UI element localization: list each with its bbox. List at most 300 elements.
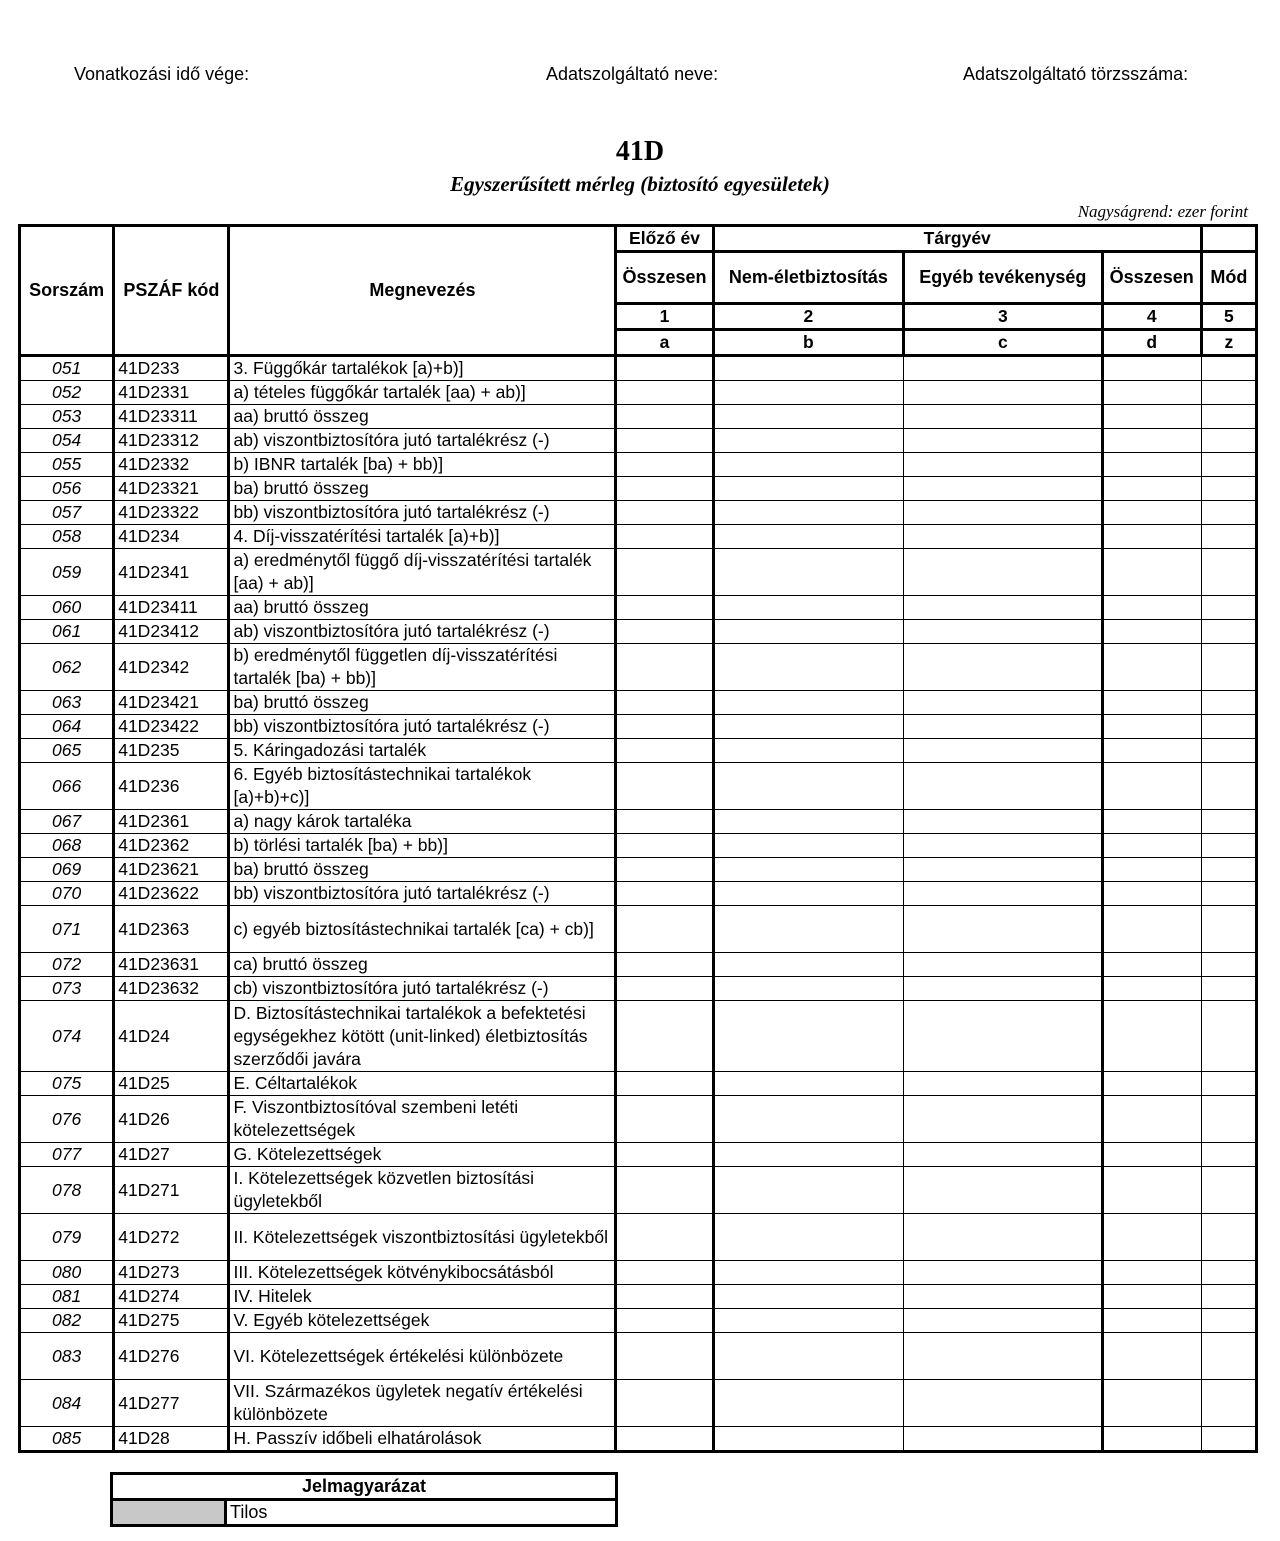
- data-cell-nem-eletbiztositas[interactable]: [713, 477, 903, 501]
- row-sorszam: 079: [20, 1214, 114, 1261]
- data-cell-osszesen-prev[interactable]: [616, 1380, 713, 1427]
- row-megnevezes: ba) bruttó összeg: [229, 858, 616, 882]
- row-sorszam: 053: [20, 405, 114, 429]
- data-cell-osszesen-current[interactable]: [1102, 525, 1201, 549]
- row-megnevezes: 5. Káringadozási tartalék: [229, 739, 616, 763]
- data-cell-egyeb-tevekenyseg[interactable]: [904, 763, 1102, 810]
- col-number-3: 3: [904, 304, 1102, 330]
- data-cell-egyeb-tevekenyseg[interactable]: [904, 453, 1102, 477]
- data-cell-mod[interactable]: [1201, 1001, 1256, 1072]
- row-megnevezes: II. Kötelezettségek viszontbiztosítási ügyletekből: [229, 1214, 616, 1261]
- row-sorszam: 056: [20, 477, 114, 501]
- data-cell-osszesen-current[interactable]: [1102, 1261, 1201, 1285]
- data-cell-mod[interactable]: [1201, 620, 1256, 644]
- data-cell-osszesen-prev[interactable]: [616, 906, 713, 953]
- row-sorszam: 059: [20, 549, 114, 596]
- data-cell-osszesen-prev[interactable]: [616, 644, 713, 691]
- data-cell-nem-eletbiztositas[interactable]: [713, 1427, 903, 1452]
- row-megnevezes: H. Passzív időbeli elhatárolások: [229, 1427, 616, 1452]
- row-pszaf-kod: 41D276: [114, 1333, 229, 1380]
- data-cell-osszesen-current[interactable]: [1102, 715, 1201, 739]
- data-cell-nem-eletbiztositas[interactable]: [713, 1096, 903, 1143]
- data-cell-egyeb-tevekenyseg[interactable]: [904, 525, 1102, 549]
- data-cell-mod[interactable]: [1201, 501, 1256, 525]
- row-sorszam: 077: [20, 1143, 114, 1167]
- data-cell-egyeb-tevekenyseg[interactable]: [904, 477, 1102, 501]
- row-megnevezes: ab) viszontbiztosítóra jutó tartalékrész (-): [229, 620, 616, 644]
- data-cell-mod[interactable]: [1201, 691, 1256, 715]
- data-cell-mod[interactable]: [1201, 1285, 1256, 1309]
- data-cell-osszesen-prev[interactable]: [616, 1427, 713, 1452]
- table-row: [20, 453, 1257, 477]
- data-cell-egyeb-tevekenyseg[interactable]: [904, 429, 1102, 453]
- data-cell-osszesen-prev[interactable]: [616, 739, 713, 763]
- row-sorszam: 064: [20, 715, 114, 739]
- data-cell-osszesen-current[interactable]: [1102, 644, 1201, 691]
- data-cell-nem-eletbiztositas[interactable]: [713, 381, 903, 405]
- data-cell-egyeb-tevekenyseg[interactable]: [904, 620, 1102, 644]
- row-sorszam: 076: [20, 1096, 114, 1143]
- data-cell-egyeb-tevekenyseg[interactable]: [904, 1096, 1102, 1143]
- data-cell-egyeb-tevekenyseg[interactable]: [904, 1285, 1102, 1309]
- row-megnevezes: bb) viszontbiztosítóra jutó tartalékrész (-): [229, 501, 616, 525]
- data-cell-nem-eletbiztositas[interactable]: [713, 596, 903, 620]
- data-cell-osszesen-current[interactable]: [1102, 739, 1201, 763]
- data-cell-egyeb-tevekenyseg[interactable]: [904, 906, 1102, 953]
- data-cell-egyeb-tevekenyseg[interactable]: [904, 1001, 1102, 1072]
- data-cell-osszesen-prev[interactable]: [616, 501, 713, 525]
- col-header-sorszam: Sorszám: [20, 226, 114, 356]
- data-cell-osszesen-prev[interactable]: [616, 525, 713, 549]
- data-cell-nem-eletbiztositas[interactable]: [713, 953, 903, 977]
- data-cell-mod[interactable]: [1201, 381, 1256, 405]
- data-cell-nem-eletbiztositas[interactable]: [713, 1380, 903, 1427]
- row-megnevezes: I. Kötelezettségek közvetlen biztosítási ügyletekből: [229, 1167, 616, 1214]
- row-pszaf-kod: 41D25: [114, 1072, 229, 1096]
- data-cell-osszesen-current[interactable]: [1102, 810, 1201, 834]
- row-sorszam: 084: [20, 1380, 114, 1427]
- data-cell-osszesen-current[interactable]: [1102, 549, 1201, 596]
- data-cell-egyeb-tevekenyseg[interactable]: [904, 1380, 1102, 1427]
- row-megnevezes: aa) bruttó összeg: [229, 596, 616, 620]
- data-cell-osszesen-current[interactable]: [1102, 763, 1201, 810]
- data-cell-mod[interactable]: [1201, 644, 1256, 691]
- legend-label-forbidden: Tilos: [226, 1500, 617, 1526]
- row-pszaf-kod: 41D23632: [114, 977, 229, 1001]
- table-row: [20, 644, 1257, 691]
- data-cell-mod[interactable]: [1201, 739, 1256, 763]
- data-cell-osszesen-current[interactable]: [1102, 405, 1201, 429]
- data-cell-osszesen-prev[interactable]: [616, 953, 713, 977]
- data-cell-osszesen-current[interactable]: [1102, 381, 1201, 405]
- row-sorszam: 060: [20, 596, 114, 620]
- row-pszaf-kod: 41D2341: [114, 549, 229, 596]
- data-cell-osszesen-current[interactable]: [1102, 356, 1201, 381]
- data-cell-osszesen-current[interactable]: [1102, 1285, 1201, 1309]
- table-row: [20, 549, 1257, 596]
- data-cell-nem-eletbiztositas[interactable]: [713, 501, 903, 525]
- col-header-3: Egyéb tevékenység: [904, 252, 1102, 304]
- table-row: [20, 525, 1257, 549]
- data-cell-mod[interactable]: [1201, 715, 1256, 739]
- data-cell-osszesen-prev[interactable]: [616, 381, 713, 405]
- data-cell-egyeb-tevekenyseg[interactable]: [904, 834, 1102, 858]
- data-cell-egyeb-tevekenyseg[interactable]: [904, 715, 1102, 739]
- data-cell-nem-eletbiztositas[interactable]: [713, 1072, 903, 1096]
- row-sorszam: 081: [20, 1285, 114, 1309]
- data-cell-osszesen-prev[interactable]: [616, 977, 713, 1001]
- row-pszaf-kod: 41D23311: [114, 405, 229, 429]
- data-cell-osszesen-prev[interactable]: [616, 1167, 713, 1214]
- data-cell-nem-eletbiztositas[interactable]: [713, 858, 903, 882]
- provider-name-label: Adatszolgáltató neve:: [546, 64, 719, 84]
- row-pszaf-kod: 41D272: [114, 1214, 229, 1261]
- row-megnevezes: ab) viszontbiztosítóra jutó tartalékrész (-): [229, 429, 616, 453]
- row-megnevezes: VI. Kötelezettségek értékelési különbözete: [229, 1333, 616, 1380]
- row-megnevezes: F. Viszontbiztosítóval szembeni letéti kötelezettségek: [229, 1096, 616, 1143]
- data-cell-osszesen-current[interactable]: [1102, 453, 1201, 477]
- data-cell-mod[interactable]: [1201, 1143, 1256, 1167]
- data-cell-mod[interactable]: [1201, 882, 1256, 906]
- row-megnevezes: b) törlési tartalék [ba) + bb)]: [229, 834, 616, 858]
- data-cell-osszesen-prev[interactable]: [616, 1143, 713, 1167]
- data-cell-nem-eletbiztositas[interactable]: [713, 739, 903, 763]
- data-cell-osszesen-prev[interactable]: [616, 691, 713, 715]
- data-cell-mod[interactable]: [1201, 549, 1256, 596]
- data-cell-osszesen-current[interactable]: [1102, 596, 1201, 620]
- data-cell-osszesen-prev[interactable]: [616, 763, 713, 810]
- data-cell-osszesen-current[interactable]: [1102, 977, 1201, 1001]
- table-row: [20, 882, 1257, 906]
- data-cell-osszesen-prev[interactable]: [616, 882, 713, 906]
- data-cell-osszesen-current[interactable]: [1102, 1309, 1201, 1333]
- data-cell-mod[interactable]: [1201, 1261, 1256, 1285]
- table-row: [20, 1001, 1257, 1072]
- data-cell-osszesen-prev[interactable]: [616, 715, 713, 739]
- row-megnevezes: III. Kötelezettségek kötvénykibocsátásból: [229, 1261, 616, 1285]
- group-header-previous-year: Előző év: [616, 226, 713, 252]
- data-cell-osszesen-prev[interactable]: [616, 477, 713, 501]
- table-row: [20, 381, 1257, 405]
- col-header-2: Nem-életbiztosítás: [713, 252, 903, 304]
- group-header-blank: [1201, 226, 1256, 252]
- row-sorszam: 069: [20, 858, 114, 882]
- data-cell-nem-eletbiztositas[interactable]: [713, 620, 903, 644]
- row-megnevezes: aa) bruttó összeg: [229, 405, 616, 429]
- data-cell-egyeb-tevekenyseg[interactable]: [904, 1309, 1102, 1333]
- data-cell-egyeb-tevekenyseg[interactable]: [904, 1427, 1102, 1452]
- data-cell-mod[interactable]: [1201, 1167, 1256, 1214]
- row-sorszam: 063: [20, 691, 114, 715]
- data-cell-egyeb-tevekenyseg[interactable]: [904, 644, 1102, 691]
- unit-label: Nagyságrend: ezer forint: [1077, 202, 1248, 221]
- data-cell-mod[interactable]: [1201, 356, 1256, 381]
- data-cell-egyeb-tevekenyseg[interactable]: [904, 405, 1102, 429]
- row-megnevezes: 4. Díj-visszatérítési tartalék [a)+b)]: [229, 525, 616, 549]
- row-pszaf-kod: 41D271: [114, 1167, 229, 1214]
- data-cell-egyeb-tevekenyseg[interactable]: [904, 1167, 1102, 1214]
- table-row: [20, 691, 1257, 715]
- data-cell-mod[interactable]: [1201, 834, 1256, 858]
- table-row: [20, 834, 1257, 858]
- row-pszaf-kod: 41D277: [114, 1380, 229, 1427]
- data-cell-nem-eletbiztositas[interactable]: [713, 1214, 903, 1261]
- data-cell-nem-eletbiztositas[interactable]: [713, 525, 903, 549]
- data-cell-nem-eletbiztositas[interactable]: [713, 356, 903, 381]
- row-pszaf-kod: 41D274: [114, 1285, 229, 1309]
- data-cell-nem-eletbiztositas[interactable]: [713, 906, 903, 953]
- row-pszaf-kod: 41D2361: [114, 810, 229, 834]
- row-megnevezes: b) IBNR tartalék [ba) + bb)]: [229, 453, 616, 477]
- row-megnevezes: b) eredménytől független díj-visszatérítési tartalék [ba) + bb)]: [229, 644, 616, 691]
- data-cell-osszesen-prev[interactable]: [616, 620, 713, 644]
- table-row: [20, 977, 1257, 1001]
- data-cell-osszesen-current[interactable]: [1102, 620, 1201, 644]
- col-header-megnevezes: Megnevezés: [229, 226, 616, 356]
- data-cell-egyeb-tevekenyseg[interactable]: [904, 356, 1102, 381]
- data-cell-nem-eletbiztositas[interactable]: [713, 834, 903, 858]
- data-cell-nem-eletbiztositas[interactable]: [713, 1167, 903, 1214]
- table-row: [20, 1309, 1257, 1333]
- data-cell-osszesen-current[interactable]: [1102, 858, 1201, 882]
- legend-title: Jelmagyarázat: [112, 1474, 617, 1500]
- period-end-label: Vonatkozási idő vége:: [74, 64, 250, 84]
- row-megnevezes: 3. Függőkár tartalékok [a)+b)]: [229, 356, 616, 381]
- data-cell-egyeb-tevekenyseg[interactable]: [904, 596, 1102, 620]
- data-cell-osszesen-current[interactable]: [1102, 1333, 1201, 1380]
- data-cell-egyeb-tevekenyseg[interactable]: [904, 739, 1102, 763]
- data-cell-mod[interactable]: [1201, 1214, 1256, 1261]
- data-cell-osszesen-current[interactable]: [1102, 691, 1201, 715]
- data-cell-egyeb-tevekenyseg[interactable]: [904, 1072, 1102, 1096]
- row-megnevezes: ba) bruttó összeg: [229, 477, 616, 501]
- data-cell-nem-eletbiztositas[interactable]: [713, 810, 903, 834]
- data-cell-osszesen-prev[interactable]: [616, 405, 713, 429]
- data-cell-osszesen-current[interactable]: [1102, 1001, 1201, 1072]
- table-row: [20, 858, 1257, 882]
- table-row: [20, 1072, 1257, 1096]
- data-cell-osszesen-current[interactable]: [1102, 1072, 1201, 1096]
- data-cell-osszesen-current[interactable]: [1102, 1143, 1201, 1167]
- row-sorszam: 068: [20, 834, 114, 858]
- data-cell-nem-eletbiztositas[interactable]: [713, 1333, 903, 1380]
- data-cell-osszesen-prev[interactable]: [616, 453, 713, 477]
- row-pszaf-kod: 41D2342: [114, 644, 229, 691]
- row-megnevezes: V. Egyéb kötelezettségek: [229, 1309, 616, 1333]
- data-cell-osszesen-prev[interactable]: [616, 1285, 713, 1309]
- row-sorszam: 080: [20, 1261, 114, 1285]
- row-pszaf-kod: 41D233: [114, 356, 229, 381]
- data-cell-osszesen-current[interactable]: [1102, 501, 1201, 525]
- data-cell-egyeb-tevekenyseg[interactable]: [904, 1143, 1102, 1167]
- table-row: [20, 429, 1257, 453]
- row-sorszam: 074: [20, 1001, 114, 1072]
- data-cell-mod[interactable]: [1201, 596, 1256, 620]
- data-cell-egyeb-tevekenyseg[interactable]: [904, 858, 1102, 882]
- data-cell-osszesen-current[interactable]: [1102, 882, 1201, 906]
- table-row: [20, 739, 1257, 763]
- data-cell-nem-eletbiztositas[interactable]: [713, 1143, 903, 1167]
- data-cell-nem-eletbiztositas[interactable]: [713, 1001, 903, 1072]
- data-cell-egyeb-tevekenyseg[interactable]: [904, 549, 1102, 596]
- data-cell-osszesen-prev[interactable]: [616, 1072, 713, 1096]
- data-cell-osszesen-prev[interactable]: [616, 596, 713, 620]
- row-pszaf-kod: 41D24: [114, 1001, 229, 1072]
- data-cell-nem-eletbiztositas[interactable]: [713, 977, 903, 1001]
- row-sorszam: 054: [20, 429, 114, 453]
- col-header-1: Összesen: [616, 252, 713, 304]
- data-cell-osszesen-prev[interactable]: [616, 1214, 713, 1261]
- data-cell-osszesen-current[interactable]: [1102, 1380, 1201, 1427]
- row-megnevezes: E. Céltartalékok: [229, 1072, 616, 1096]
- table-row: [20, 596, 1257, 620]
- data-cell-nem-eletbiztositas[interactable]: [713, 549, 903, 596]
- table-row: [20, 1285, 1257, 1309]
- table-row: [20, 906, 1257, 953]
- table-row: [20, 1214, 1257, 1261]
- data-cell-egyeb-tevekenyseg[interactable]: [904, 1261, 1102, 1285]
- row-sorszam: 083: [20, 1333, 114, 1380]
- data-cell-osszesen-current[interactable]: [1102, 1427, 1201, 1452]
- form-title: Egyszerűsített mérleg (biztosító egyesületek): [450, 172, 830, 196]
- row-pszaf-kod: 41D23312: [114, 429, 229, 453]
- row-sorszam: 057: [20, 501, 114, 525]
- data-cell-mod[interactable]: [1201, 477, 1256, 501]
- row-pszaf-kod: 41D26: [114, 1096, 229, 1143]
- data-cell-osszesen-current[interactable]: [1102, 953, 1201, 977]
- row-megnevezes: IV. Hitelek: [229, 1285, 616, 1309]
- data-cell-osszesen-current[interactable]: [1102, 906, 1201, 953]
- row-megnevezes: ca) bruttó összeg: [229, 953, 616, 977]
- table-row: [20, 1143, 1257, 1167]
- data-cell-nem-eletbiztositas[interactable]: [713, 405, 903, 429]
- row-pszaf-kod: 41D23622: [114, 882, 229, 906]
- data-cell-egyeb-tevekenyseg[interactable]: [904, 501, 1102, 525]
- data-cell-egyeb-tevekenyseg[interactable]: [904, 1333, 1102, 1380]
- row-pszaf-kod: 41D2331: [114, 381, 229, 405]
- row-sorszam: 078: [20, 1167, 114, 1214]
- data-cell-osszesen-current[interactable]: [1102, 834, 1201, 858]
- data-cell-mod[interactable]: [1201, 405, 1256, 429]
- col-letter-b: b: [713, 330, 903, 356]
- data-cell-mod[interactable]: [1201, 906, 1256, 953]
- row-megnevezes: G. Kötelezettségek: [229, 1143, 616, 1167]
- data-cell-nem-eletbiztositas[interactable]: [713, 1285, 903, 1309]
- data-cell-osszesen-prev[interactable]: [616, 1309, 713, 1333]
- data-cell-mod[interactable]: [1201, 953, 1256, 977]
- data-cell-nem-eletbiztositas[interactable]: [713, 715, 903, 739]
- data-cell-mod[interactable]: [1201, 1309, 1256, 1333]
- data-cell-osszesen-prev[interactable]: [616, 858, 713, 882]
- data-cell-egyeb-tevekenyseg[interactable]: [904, 810, 1102, 834]
- row-megnevezes: bb) viszontbiztosítóra jutó tartalékrész (-): [229, 715, 616, 739]
- data-cell-nem-eletbiztositas[interactable]: [713, 1261, 903, 1285]
- data-cell-mod[interactable]: [1201, 858, 1256, 882]
- row-megnevezes: a) tételes függőkár tartalék [aa) + ab)]: [229, 381, 616, 405]
- data-cell-osszesen-current[interactable]: [1102, 1167, 1201, 1214]
- data-cell-mod[interactable]: [1201, 977, 1256, 1001]
- row-sorszam: 085: [20, 1427, 114, 1452]
- data-cell-mod[interactable]: [1201, 453, 1256, 477]
- form-code: 41D: [615, 136, 665, 167]
- table-row: [20, 715, 1257, 739]
- row-pszaf-kod: 41D23621: [114, 858, 229, 882]
- data-cell-osszesen-prev[interactable]: [616, 1333, 713, 1380]
- data-cell-osszesen-prev[interactable]: [616, 549, 713, 596]
- data-cell-egyeb-tevekenyseg[interactable]: [904, 691, 1102, 715]
- provider-registry-label: Adatszolgáltató törzsszáma:: [963, 64, 1189, 84]
- data-cell-mod[interactable]: [1201, 1333, 1256, 1380]
- data-cell-mod[interactable]: [1201, 1427, 1256, 1452]
- data-cell-nem-eletbiztositas[interactable]: [713, 1309, 903, 1333]
- row-megnevezes: c) egyéb biztosítástechnikai tartalék [ca) + cb)]: [229, 906, 616, 953]
- data-cell-nem-eletbiztositas[interactable]: [713, 429, 903, 453]
- data-cell-osszesen-current[interactable]: [1102, 477, 1201, 501]
- row-pszaf-kod: 41D23422: [114, 715, 229, 739]
- data-cell-osszesen-current[interactable]: [1102, 1214, 1201, 1261]
- col-number-4: 4: [1102, 304, 1201, 330]
- data-cell-osszesen-prev[interactable]: [616, 834, 713, 858]
- row-sorszam: 051: [20, 356, 114, 381]
- data-cell-nem-eletbiztositas[interactable]: [713, 453, 903, 477]
- data-cell-osszesen-current[interactable]: [1102, 429, 1201, 453]
- data-cell-nem-eletbiztositas[interactable]: [713, 644, 903, 691]
- data-cell-osszesen-prev[interactable]: [616, 810, 713, 834]
- data-cell-osszesen-current[interactable]: [1102, 1096, 1201, 1143]
- data-cell-nem-eletbiztositas[interactable]: [713, 882, 903, 906]
- row-sorszam: 073: [20, 977, 114, 1001]
- data-cell-mod[interactable]: [1201, 525, 1256, 549]
- row-sorszam: 071: [20, 906, 114, 953]
- data-cell-mod[interactable]: [1201, 1072, 1256, 1096]
- row-pszaf-kod: 41D23412: [114, 620, 229, 644]
- data-cell-osszesen-prev[interactable]: [616, 429, 713, 453]
- table-row: [20, 477, 1257, 501]
- row-sorszam: 082: [20, 1309, 114, 1333]
- data-cell-egyeb-tevekenyseg[interactable]: [904, 1214, 1102, 1261]
- data-cell-nem-eletbiztositas[interactable]: [713, 691, 903, 715]
- table-row: [20, 810, 1257, 834]
- row-pszaf-kod: 41D2332: [114, 453, 229, 477]
- col-letter-d: d: [1102, 330, 1201, 356]
- data-cell-osszesen-prev[interactable]: [616, 1261, 713, 1285]
- data-cell-mod[interactable]: [1201, 1096, 1256, 1143]
- data-cell-egyeb-tevekenyseg[interactable]: [904, 381, 1102, 405]
- row-sorszam: 062: [20, 644, 114, 691]
- table-row: [20, 501, 1257, 525]
- table-row: [20, 1167, 1257, 1214]
- row-pszaf-kod: 41D2362: [114, 834, 229, 858]
- row-pszaf-kod: 41D23421: [114, 691, 229, 715]
- row-pszaf-kod: 41D236: [114, 763, 229, 810]
- data-cell-osszesen-prev[interactable]: [616, 1096, 713, 1143]
- col-header-pszaf-kod: PSZÁF kód: [114, 226, 229, 356]
- table-row: [20, 620, 1257, 644]
- row-megnevezes: ba) bruttó összeg: [229, 691, 616, 715]
- data-cell-mod[interactable]: [1201, 810, 1256, 834]
- data-cell-mod[interactable]: [1201, 1380, 1256, 1427]
- data-cell-mod[interactable]: [1201, 429, 1256, 453]
- data-cell-mod[interactable]: [1201, 763, 1256, 810]
- data-cell-nem-eletbiztositas[interactable]: [713, 763, 903, 810]
- row-pszaf-kod: 41D23321: [114, 477, 229, 501]
- data-cell-egyeb-tevekenyseg[interactable]: [904, 977, 1102, 1001]
- legend-box: [110, 1472, 618, 1527]
- data-cell-egyeb-tevekenyseg[interactable]: [904, 882, 1102, 906]
- data-cell-osszesen-prev[interactable]: [616, 1001, 713, 1072]
- data-cell-egyeb-tevekenyseg[interactable]: [904, 953, 1102, 977]
- data-cell-osszesen-prev[interactable]: [616, 356, 713, 381]
